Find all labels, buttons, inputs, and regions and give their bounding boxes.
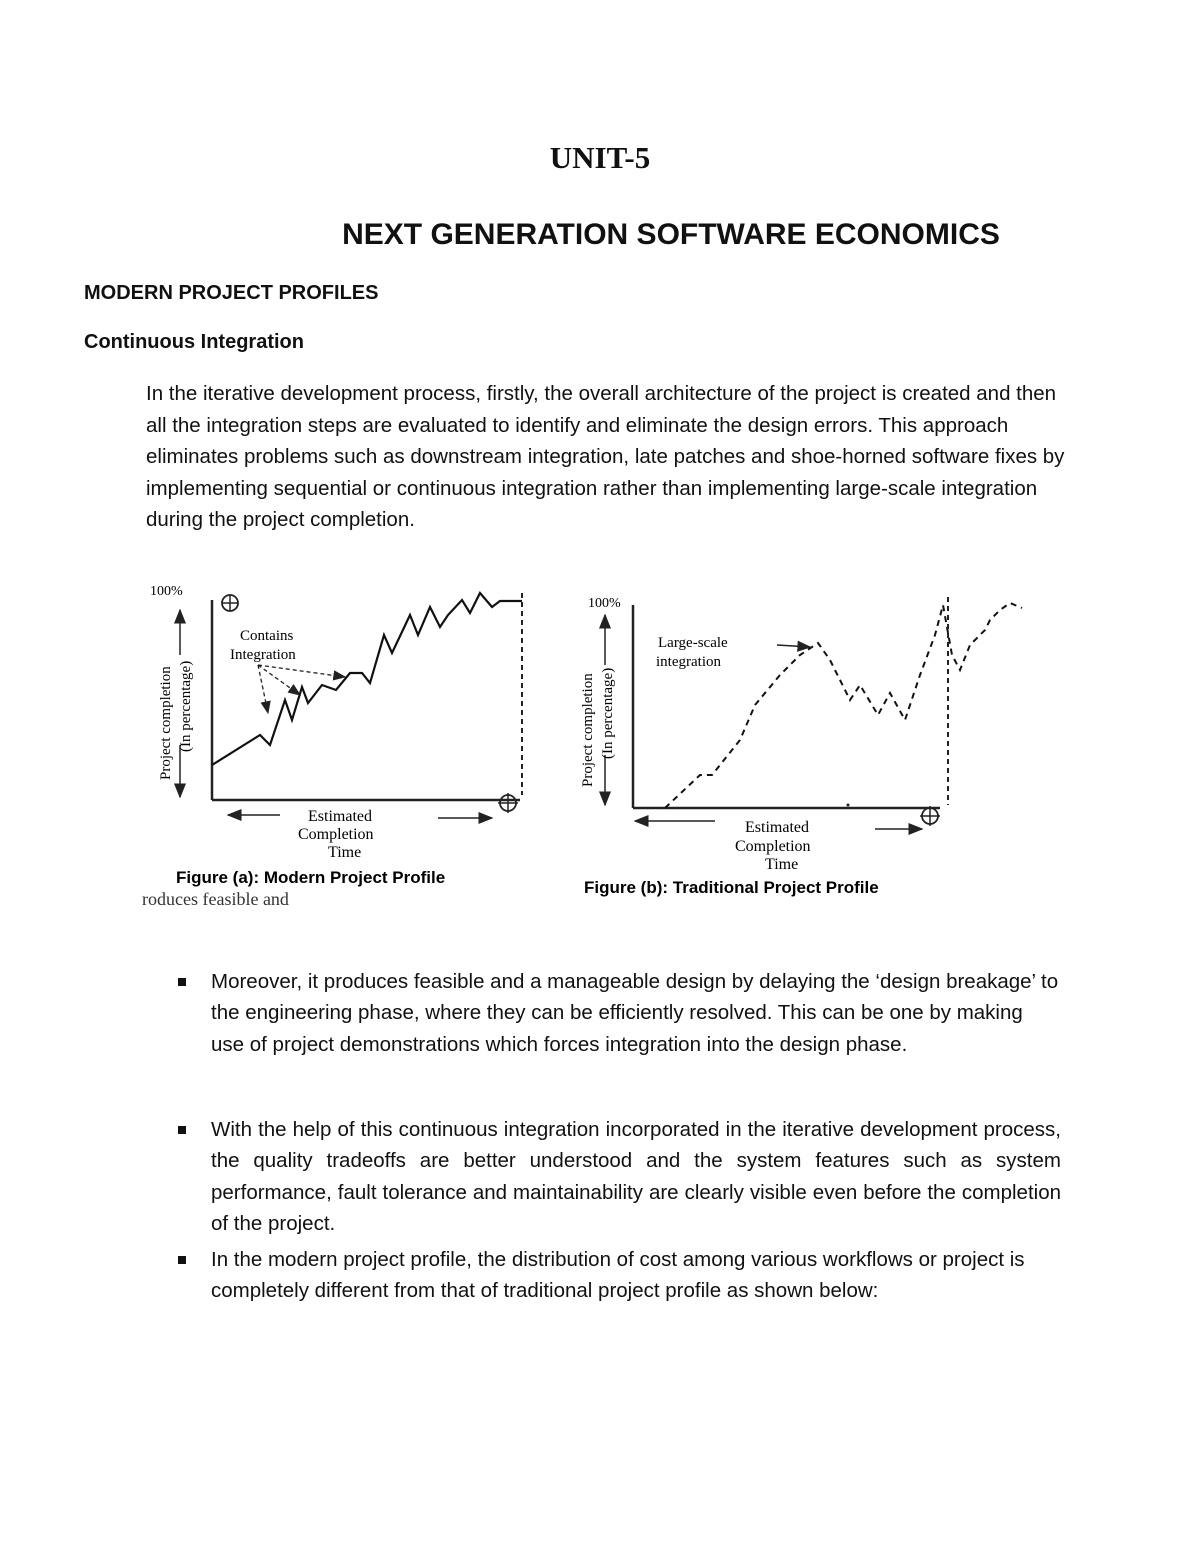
svg-text:(In percentage): (In percentage) xyxy=(178,660,194,752)
figure-a-modern-profile xyxy=(142,584,522,905)
fig-b-annotation-arrow xyxy=(777,645,810,647)
fig-a-cropped-text: roduces feasible and xyxy=(142,889,289,905)
bullet-text: Moreover, it produces feasible and a manageable design by delaying the ‘design breakage’ to the engineering phase, where they can be efficiently resolved. This can be one by making use of project demonstrations which forces integration into the design phase. xyxy=(211,970,1059,1056)
intro-paragraph: In the iterative development process, firstly, the overall architecture of the project is created and then all the integration steps are evaluated to identify and eliminate the design errors. This approach eliminates problems such as downstream integration, late patches and shoe-horned software fixes by implementing sequential or continuous integration rather than implementing large-scale integration during the project completion. xyxy=(146,382,1065,532)
fig-a-caption: Figure (a): Modern Project Profile xyxy=(176,868,446,887)
fig-a-x-label-2: Completion xyxy=(298,826,374,843)
fig-a-x-label-1: Estimated xyxy=(308,808,372,825)
subsection-heading: Continuous Integration xyxy=(84,331,304,353)
fig-a-profile-line xyxy=(212,593,522,765)
fig-b-y-label xyxy=(580,668,616,787)
fig-b-100-label: 100% xyxy=(588,596,621,611)
bullet-text: With the help of this continuous integration incorporated in the iterative development process, the quality tradeoffs are better understood and the system features such as system performance, fault tolerance and maintainability are clearly visible even before the completion of the project. xyxy=(211,1118,1061,1236)
fig-a-annotation-2: Integration xyxy=(230,647,296,663)
bullet-text: In the modern project profile, the distribution of cost among various workflows or project is completely different from that of traditional project profile as shown below: xyxy=(211,1248,1025,1303)
figures-svg xyxy=(140,575,1060,905)
project-profile-figures xyxy=(140,575,1060,905)
fig-a-annotation-1: Contains xyxy=(240,628,294,644)
bullet-square-icon xyxy=(178,1256,186,1264)
bullet-square-icon xyxy=(178,1126,186,1134)
fig-b-x-label-3: Time xyxy=(765,856,799,873)
figure-b-traditional-profile xyxy=(580,596,1022,897)
unit-title: UNIT-5 xyxy=(549,140,651,175)
svg-text:(In percentage): (In percentage) xyxy=(600,667,616,759)
fig-a-annotation-arrow-1 xyxy=(258,665,268,713)
fig-b-profile-line xyxy=(665,603,1022,808)
fig-b-speck xyxy=(847,804,850,807)
fig-a-100-label: 100% xyxy=(150,584,183,599)
fig-b-annotation-2: integration xyxy=(656,654,721,670)
fig-a-y-label xyxy=(158,661,194,780)
fig-a-bottom-crosshair-icon xyxy=(498,793,518,813)
fig-b-x-label-2: Completion xyxy=(735,838,811,855)
section-heading: MODERN PROJECT PROFILES xyxy=(84,282,379,304)
fig-b-annotation-1: Large-scale xyxy=(658,635,728,651)
main-title: NEXT GENERATION SOFTWARE ECONOMICS xyxy=(342,218,1000,251)
fig-b-x-label-1: Estimated xyxy=(745,819,809,836)
svg-text:Project completion: Project completion xyxy=(158,666,174,780)
fig-b-caption: Figure (b): Traditional Project Profile xyxy=(584,878,879,897)
bullet-square-icon xyxy=(178,978,186,986)
fig-a-annotation-arrow-3 xyxy=(258,665,345,677)
fig-a-top-crosshair-icon xyxy=(222,595,238,611)
svg-text:Project completion: Project completion xyxy=(580,673,596,787)
fig-a-x-label-3: Time xyxy=(328,844,362,861)
